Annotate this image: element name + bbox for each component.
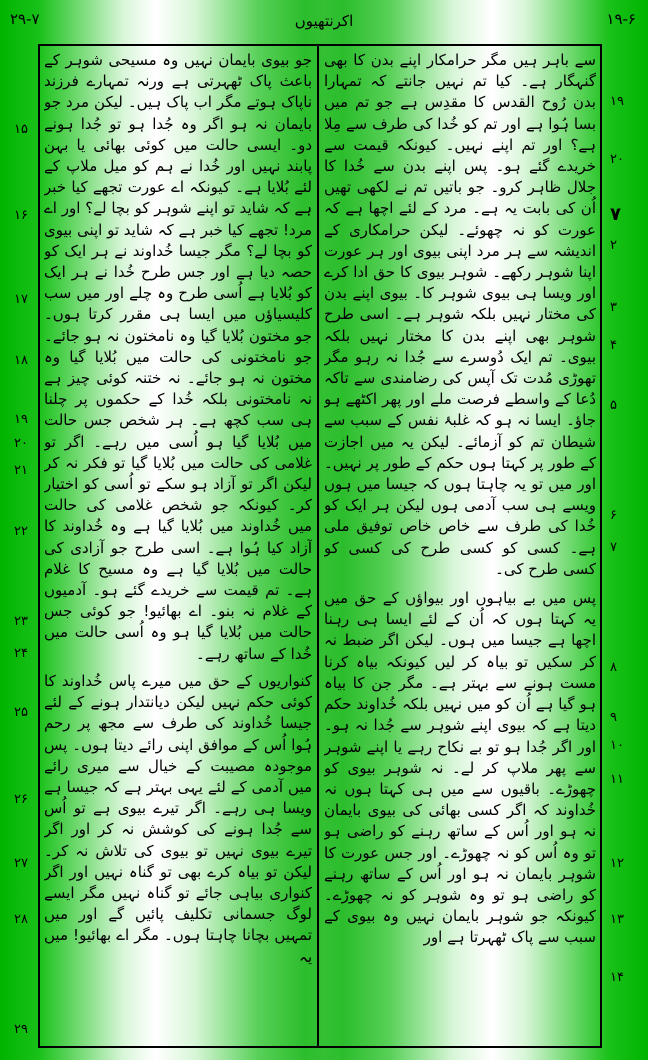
verse-number: ۶ xyxy=(610,508,617,523)
verse-number: ۲۲ xyxy=(14,524,28,539)
verse-number: ۱۹ xyxy=(14,412,28,427)
verse-number: ۷ xyxy=(610,540,617,555)
verse-number: ۱۶ xyxy=(14,208,28,223)
verse-number: ۴ xyxy=(610,338,617,353)
left-column-paragraph-1: جو بیوی بایمان نہیں وہ مسیحی شوہر کے باعث پاک ٹھہرتی ہے ورنہ تمہارے فرزند ناپاک ہوتے مگر اب پاک ہیں۔ لیکن مرد جو بایمان نہ ہو اگر وہ جُدا ہو تو جُدا ہونے دو۔ ایسی حالت میں کوئی بھائی یا بہن پابند نہیں اور خُدا نے ہم کو میل ملاپ کے لئے بُلایا ہے۔ کیونکہ اے عورت تجھے کیا خبر ہے کہ شاید تو اپنے شوہر کو بچا لے؟ اور اے مرد! تجھے کیا خبر ہے کہ شاید تو اپنی بیوی کو بچا لے؟ مگر جیسا خُداوند نے ہر ایک کو حصہ دیا ہے اور جس طرح خُدا نے ہر ایک کو بُلایا ہے اُسی طرح وہ چلے اور میں سب کلیسیاؤں میں ایسا ہی مقرر کرتا ہوں۔ جو مختون بُلایا گیا وہ نامختون نہ ہو جائے۔ جو نامختونی کی حالت میں بُلایا گیا وہ مختون نہ ہو جائے۔ نہ ختنہ کوئی چیز ہے نہ نامختونی بلکہ خُدا کے حکموں پر چلنا ہی سب کچھ ہے۔ ہر شخص جس حالت میں بُلایا گیا ہو اُسی میں رہے۔ اگر تو غلامی کی حالت میں بُلایا گیا تو فکر نہ کر لیکن اگر تو آزاد ہو سکے تو اُسی کو اختیار کر۔ کیونکہ جو شخص غلامی کی حالت میں خُداوند میں بُلایا گیا ہے وہ خُداوند کا آزاد کیا ہُوا ہے۔ اسی طرح جو آزادی کی حالت میں بُلایا گیا ہے وہ مسیح کا غلام ہے۔ تم قیمت سے خریدے گئے ہو۔ آدمیوں کے غلام نہ بنو۔ اے بھائیو! جو کوئی جس حالت میں بُلایا گیا ہو وہ اُسی حالت میں خُدا کے ساتھ رہے۔ xyxy=(44,51,312,663)
verse-number: ۹ xyxy=(610,710,617,725)
verse-number: ۱۰ xyxy=(610,738,624,753)
verse-number: ۲ xyxy=(610,238,617,253)
verse-number: ۲۴ xyxy=(14,646,28,661)
verse-number: ۲۱ xyxy=(14,463,28,478)
right-column-paragraph-1: سے باہر ہیں مگر حرامکار اپنے بدن کا بھی گنہگار ہے۔ کیا تم نہیں جانتے کہ تمہارا بدن رُوح القدس کا مقدِس ہے جو تم میں بسا ہُوا ہے اور تم کو خُدا کی طرف سے مِلا ہے؟ اور تم اپنے نہیں۔ کیونکہ قیمت سے خریدے گئے ہو۔ پس اپنے بدن سے خُدا کا جلال ظاہر کرو۔ جو باتیں تم نے لکھی تھیں اُن کی بابت یہ ہے۔ مرد کے لئے اچھا ہے کہ عورت کو نہ چھوئے۔ لیکن حرامکاری کے اندیشہ سے ہر مرد اپنی بیوی اور ہر عورت اپنا شوہر رکھے۔ شوہر بیوی کا حق ادا کرے اور ویسا ہی بیوی شوہر کا۔ بیوی اپنے بدن کی مختار نہیں بلکہ شوہر ہے۔ اسی طرح شوہر بھی اپنے بدن کا مختار نہیں بلکہ بیوی۔ تم ایک دُوسرے سے جُدا نہ رہو مگر تھوڑی مُدت تک آپس کی رضامندی سے تاکہ دُعا کے واسطے فرصت ملے اور پھر اکٹھے ہو جاؤ۔ ایسا نہ ہو کہ غلبۂ نفس کے سبب سے شیطان تم کو آزمائے۔ لیکن یہ میں اجازت کے طور پر کہتا ہوں حکم کے طور پر نہیں۔ اور میں تو یہ چاہتا ہوں کہ جیسا میں ہوں ویسے ہی سب آدمی ہوں لیکن ہر ایک کو خُدا کی طرف سے خاص خاص توفیق ملی ہے۔ کسی کو کسی طرح کی کسی کو کسی طرح کی۔ xyxy=(324,51,596,578)
verse-number: ۲۳ xyxy=(14,614,28,629)
verse-number: ۱۴ xyxy=(610,970,624,985)
verse-number: ۲۶ xyxy=(14,792,28,807)
book-title: اکرنتھیوں xyxy=(294,12,354,30)
verse-number: ۱۵ xyxy=(14,122,28,137)
left-text-column xyxy=(44,50,312,1040)
verse-number: ۲۹ xyxy=(14,1022,28,1037)
verse-number: ۱۹ xyxy=(610,94,624,109)
verse-number: ۱۸ xyxy=(14,353,28,368)
verse-number: ۱۲ xyxy=(610,856,624,871)
chapter-verse-range-left: ۲۹-۷ xyxy=(10,10,40,28)
right-text-column xyxy=(324,50,596,1040)
right-column-paragraph-2: پس میں بے بیاہوں اور بیواؤں کے حق میں یہ کہتا ہوں کہ اُن کے لئے ایسا ہی رہنا اچھا ہے جیسا میں ہوں۔ لیکن اگر ضبط نہ کر سکیں تو بیاہ کر لیں کیونکہ بیاہ کرنا مست ہونے سے بہتر ہے۔ مگر جن کا بیاہ ہو گیا ہے اُن کو میں نہیں بلکہ خُداوند حکم دیتا ہے کہ بیوی اپنے شوہر سے جُدا نہ ہو۔ اور اگر جُدا ہو تو بے نکاح رہے یا اپنے شوہر سے پھر ملاپ کر لے۔ نہ شوہر بیوی کو چھوڑے۔ باقیوں سے میں ہی کہتا ہوں نہ خُداوند کہ اگر کسی بھائی کی بیوی بایمان نہ ہو اور اُس کے ساتھ رہنے کو راضی ہو تو وہ اُس کو نہ چھوڑے۔ اور جس عورت کا شوہر بایمان نہ ہو اور اُس کے ساتھ رہنے کو راضی ہو تو وہ شوہر کو نہ چھوڑے۔ کیونکہ جو شوہر بایمان نہیں وہ بیوی کے سبب سے پاک ٹھہرتا ہے اور xyxy=(324,589,596,947)
chapter-number: ۷ xyxy=(610,204,621,225)
verse-number: ۲۷ xyxy=(14,856,28,871)
left-column-paragraph-2: کنواریوں کے حق میں میرے پاس خُداوند کا کوئی حکم نہیں لیکن دیانتدار ہونے کے لئے جیسا خُداوند کی طرف سے مجھ پر رحم ہُوا اُس کے موافق اپنی رائے دیتا ہوں۔ پس موجودہ مصیبت کے خیال سے میری رائے میں آدمی کے لئے یہی بہتر ہے کہ جیسا ہے ویسا ہی رہے۔ اگر تیرے بیوی ہے تو اُس سے جُدا ہونے کی کوشش نہ کر اور اگر تیرے بیوی نہیں تو بیوی کی تلاش نہ کر۔ لیکن تو بیاہ کرے بھی تو گناہ نہیں اور اگر کنواری بیاہی جائے تو گناہ نہیں مگر ایسے لوگ جسمانی تکلیف پائیں گے اور میں تمہیں بچانا چاہتا ہوں۔ مگر اے بھائیو! میں یہ xyxy=(44,671,312,966)
chapter-verse-range-right: ۱۹-۶ xyxy=(606,10,636,28)
verse-number: ۲۵ xyxy=(14,705,28,720)
verse-number: ۵ xyxy=(610,398,617,413)
column-divider xyxy=(317,44,319,1048)
verse-number: ۲۰ xyxy=(14,436,28,451)
page-header xyxy=(0,0,648,44)
verse-number: ۸ xyxy=(610,660,617,675)
verse-number: ۱۷ xyxy=(14,292,28,307)
verse-number: ۱۱ xyxy=(610,772,624,787)
verse-number: ۲۸ xyxy=(14,912,28,927)
verse-number: ۲۰ xyxy=(610,152,624,167)
verse-number: ۱۳ xyxy=(610,912,624,927)
verse-number: ۳ xyxy=(610,300,617,315)
